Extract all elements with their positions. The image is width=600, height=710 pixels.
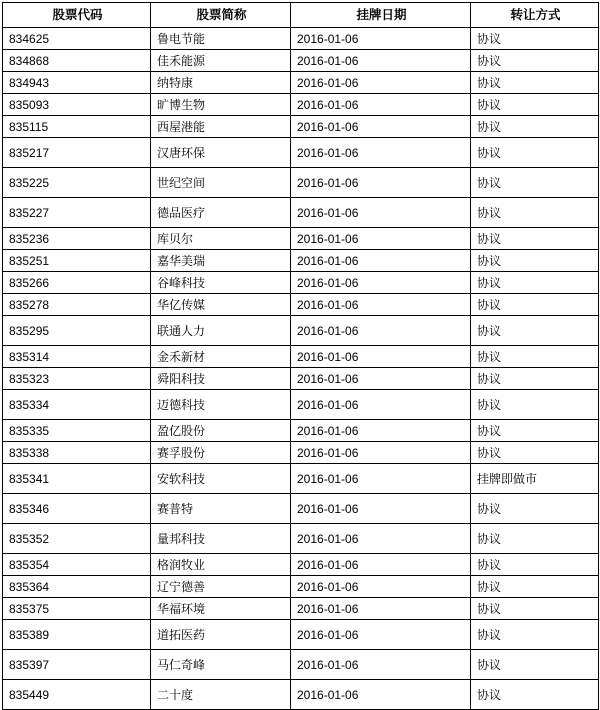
cell-transfer-mode: 协议 [471, 272, 599, 294]
cell-stock-name: 谷峰科技 [151, 272, 291, 294]
cell-listing-date: 2016-01-06 [291, 138, 471, 168]
cell-transfer-mode: 协议 [471, 198, 599, 228]
cell-stock-name: 汉唐环保 [151, 138, 291, 168]
cell-listing-date: 2016-01-06 [291, 390, 471, 420]
table-row [3, 228, 599, 250]
cell-transfer-mode: 协议 [471, 28, 599, 50]
cell-stock-name: 华福环境 [151, 598, 291, 620]
cell-stock-name: 金禾新材 [151, 346, 291, 368]
table-row [3, 316, 599, 346]
cell-stock-code: 835375 [3, 598, 151, 620]
cell-listing-date: 2016-01-06 [291, 294, 471, 316]
table-row [3, 650, 599, 680]
table-row [3, 116, 599, 138]
stock-listing-table [2, 2, 599, 710]
cell-stock-name: 迈德科技 [151, 390, 291, 420]
cell-stock-name: 二十度 [151, 680, 291, 710]
column-header-listing-date: 挂牌日期 [291, 3, 471, 28]
cell-stock-code: 835314 [3, 346, 151, 368]
cell-listing-date: 2016-01-06 [291, 620, 471, 650]
cell-stock-code: 835346 [3, 494, 151, 524]
cell-stock-code: 835236 [3, 228, 151, 250]
table-row [3, 524, 599, 554]
column-header-transfer-mode: 转让方式 [471, 3, 599, 28]
cell-stock-code: 835323 [3, 368, 151, 390]
cell-listing-date: 2016-01-06 [291, 272, 471, 294]
cell-stock-name: 辽宁德善 [151, 576, 291, 598]
cell-listing-date: 2016-01-06 [291, 168, 471, 198]
cell-stock-name: 安软科技 [151, 464, 291, 494]
table-row [3, 28, 599, 50]
cell-transfer-mode: 协议 [471, 50, 599, 72]
cell-stock-name: 华亿传媒 [151, 294, 291, 316]
cell-stock-code: 835449 [3, 680, 151, 710]
cell-stock-name: 格润牧业 [151, 554, 291, 576]
column-header-stock-code: 股票代码 [3, 3, 151, 28]
cell-listing-date: 2016-01-06 [291, 198, 471, 228]
cell-transfer-mode: 协议 [471, 138, 599, 168]
table-header [3, 3, 599, 28]
cell-stock-code: 835115 [3, 116, 151, 138]
table-row [3, 554, 599, 576]
table-row [3, 94, 599, 116]
cell-listing-date: 2016-01-06 [291, 94, 471, 116]
cell-stock-name: 嘉华美瑞 [151, 250, 291, 272]
cell-stock-code: 835217 [3, 138, 151, 168]
cell-transfer-mode: 协议 [471, 168, 599, 198]
cell-listing-date: 2016-01-06 [291, 680, 471, 710]
cell-listing-date: 2016-01-06 [291, 464, 471, 494]
cell-listing-date: 2016-01-06 [291, 228, 471, 250]
cell-transfer-mode: 协议 [471, 620, 599, 650]
cell-transfer-mode: 协议 [471, 680, 599, 710]
cell-stock-code: 834625 [3, 28, 151, 50]
cell-listing-date: 2016-01-06 [291, 28, 471, 50]
table-row [3, 494, 599, 524]
cell-listing-date: 2016-01-06 [291, 442, 471, 464]
cell-stock-name: 盈亿股份 [151, 420, 291, 442]
cell-stock-code: 835295 [3, 316, 151, 346]
cell-stock-name: 道拓医药 [151, 620, 291, 650]
cell-listing-date: 2016-01-06 [291, 420, 471, 442]
cell-listing-date: 2016-01-06 [291, 250, 471, 272]
table-row [3, 620, 599, 650]
cell-stock-code: 835251 [3, 250, 151, 272]
cell-transfer-mode: 协议 [471, 598, 599, 620]
cell-transfer-mode: 协议 [471, 420, 599, 442]
cell-stock-name: 量邦科技 [151, 524, 291, 554]
table-row [3, 680, 599, 710]
cell-stock-code: 835389 [3, 620, 151, 650]
cell-stock-name: 西屋港能 [151, 116, 291, 138]
cell-stock-code: 835278 [3, 294, 151, 316]
table-row [3, 294, 599, 316]
cell-stock-code: 835225 [3, 168, 151, 198]
table-row [3, 464, 599, 494]
table-row [3, 50, 599, 72]
table-row [3, 390, 599, 420]
table-header-row [3, 3, 599, 28]
document-sheet [0, 2, 600, 702]
table-row [3, 420, 599, 442]
table-row [3, 272, 599, 294]
cell-stock-code: 835227 [3, 198, 151, 228]
cell-transfer-mode: 协议 [471, 554, 599, 576]
cell-stock-code: 835093 [3, 94, 151, 116]
cell-stock-name: 舜阳科技 [151, 368, 291, 390]
cell-listing-date: 2016-01-06 [291, 524, 471, 554]
table-row [3, 168, 599, 198]
cell-transfer-mode: 协议 [471, 94, 599, 116]
cell-transfer-mode: 协议 [471, 576, 599, 598]
cell-stock-name: 联通人力 [151, 316, 291, 346]
cell-listing-date: 2016-01-06 [291, 576, 471, 598]
table-row [3, 576, 599, 598]
cell-stock-code: 834868 [3, 50, 151, 72]
table-row [3, 198, 599, 228]
table-body [3, 28, 599, 710]
cell-stock-name: 纳特康 [151, 72, 291, 94]
cell-stock-code: 835352 [3, 524, 151, 554]
cell-stock-code: 835338 [3, 442, 151, 464]
table-row [3, 138, 599, 168]
table-row [3, 346, 599, 368]
cell-transfer-mode: 协议 [471, 524, 599, 554]
cell-transfer-mode: 协议 [471, 650, 599, 680]
cell-listing-date: 2016-01-06 [291, 116, 471, 138]
cell-stock-code: 835334 [3, 390, 151, 420]
cell-stock-name: 世纪空间 [151, 168, 291, 198]
cell-stock-name: 库贝尔 [151, 228, 291, 250]
table-row [3, 250, 599, 272]
cell-listing-date: 2016-01-06 [291, 368, 471, 390]
table-row [3, 72, 599, 94]
cell-listing-date: 2016-01-06 [291, 494, 471, 524]
cell-transfer-mode: 协议 [471, 250, 599, 272]
cell-stock-code: 835341 [3, 464, 151, 494]
cell-transfer-mode: 协议 [471, 116, 599, 138]
cell-transfer-mode: 协议 [471, 494, 599, 524]
cell-listing-date: 2016-01-06 [291, 650, 471, 680]
cell-listing-date: 2016-01-06 [291, 50, 471, 72]
cell-listing-date: 2016-01-06 [291, 316, 471, 346]
cell-stock-name: 赛普特 [151, 494, 291, 524]
cell-stock-name: 德品医疗 [151, 198, 291, 228]
cell-transfer-mode: 协议 [471, 368, 599, 390]
cell-transfer-mode: 协议 [471, 228, 599, 250]
cell-stock-name: 旷博生物 [151, 94, 291, 116]
cell-stock-name: 鲁电节能 [151, 28, 291, 50]
cell-stock-name: 马仁奇峰 [151, 650, 291, 680]
cell-stock-code: 835364 [3, 576, 151, 598]
cell-transfer-mode: 挂牌即做市 [471, 464, 599, 494]
cell-transfer-mode: 协议 [471, 72, 599, 94]
column-header-stock-name: 股票简称 [151, 3, 291, 28]
cell-stock-code: 835397 [3, 650, 151, 680]
cell-listing-date: 2016-01-06 [291, 598, 471, 620]
cell-transfer-mode: 协议 [471, 316, 599, 346]
cell-listing-date: 2016-01-06 [291, 554, 471, 576]
table-row [3, 368, 599, 390]
cell-transfer-mode: 协议 [471, 346, 599, 368]
table-row [3, 442, 599, 464]
cell-stock-code: 834943 [3, 72, 151, 94]
cell-transfer-mode: 协议 [471, 442, 599, 464]
cell-transfer-mode: 协议 [471, 294, 599, 316]
cell-stock-code: 835335 [3, 420, 151, 442]
cell-listing-date: 2016-01-06 [291, 346, 471, 368]
table-row [3, 598, 599, 620]
cell-stock-code: 835354 [3, 554, 151, 576]
cell-listing-date: 2016-01-06 [291, 72, 471, 94]
cell-transfer-mode: 协议 [471, 390, 599, 420]
cell-stock-name: 佳禾能源 [151, 50, 291, 72]
cell-stock-name: 赛孚股份 [151, 442, 291, 464]
cell-stock-code: 835266 [3, 272, 151, 294]
